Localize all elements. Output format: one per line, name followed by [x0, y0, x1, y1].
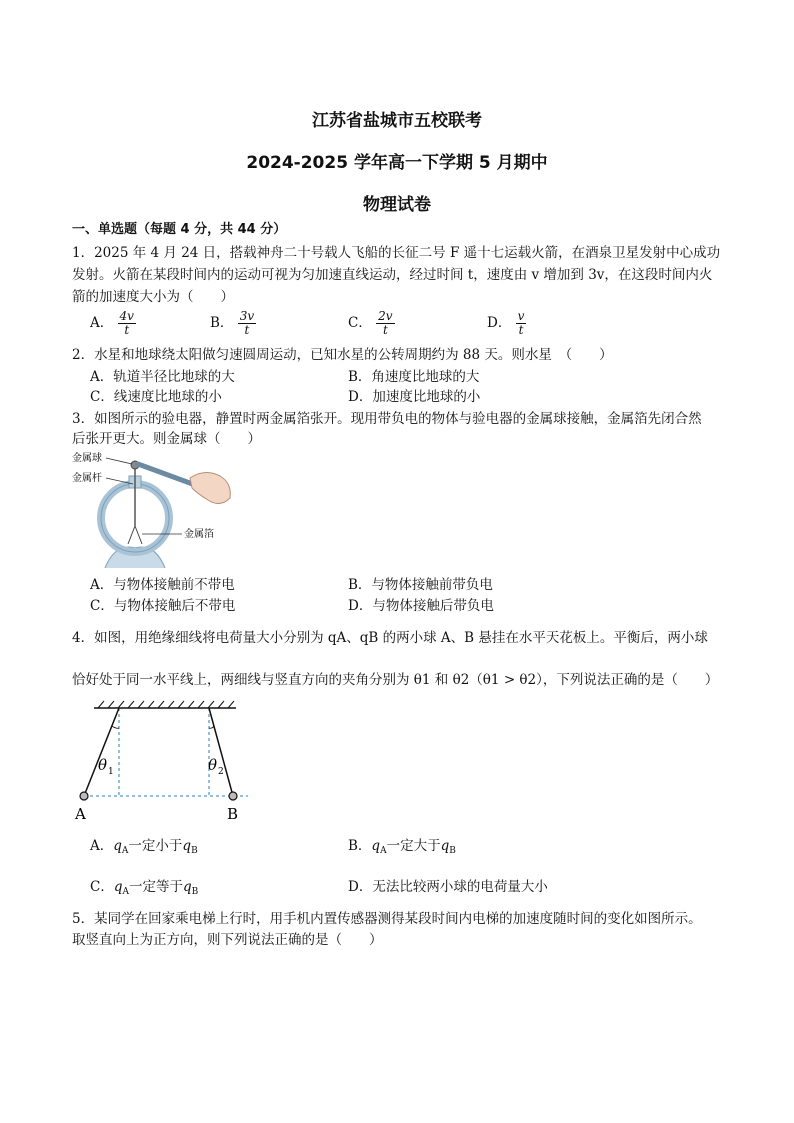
- metal-leaf-right: [135, 526, 142, 544]
- ceiling-hatch: [98, 701, 234, 708]
- school-title: 江苏省盐城市五校联考: [312, 111, 482, 131]
- label-theta1: θ: [98, 756, 108, 774]
- ball-a: [80, 792, 88, 800]
- label-a: A: [75, 805, 86, 823]
- q-sub: A: [122, 887, 129, 897]
- label-theta2-sub: 2: [218, 767, 224, 777]
- leader-ball: [106, 458, 132, 464]
- q2-option-c[interactable]: C．线速度比地球的小: [90, 389, 222, 405]
- q-sub: B: [191, 846, 198, 856]
- option-letter: A．: [90, 838, 114, 854]
- option-text: 一定大于: [386, 838, 441, 854]
- option-letter: A．: [90, 315, 114, 331]
- q1-option-d[interactable]: [487, 310, 526, 337]
- q-symbol: q: [440, 838, 450, 854]
- hanging-charges-figure: [70, 700, 260, 825]
- option-text: 无法比较两小球的电荷量大小: [372, 879, 548, 895]
- label-metal-leaf: 金属箔: [184, 529, 214, 540]
- q1-option-c[interactable]: [348, 310, 395, 337]
- q1-option-b[interactable]: [210, 310, 256, 337]
- q4-option-c[interactable]: [90, 877, 198, 902]
- frac-num: 4v: [119, 309, 134, 323]
- frac-den: t: [244, 323, 250, 337]
- frac-den: t: [382, 323, 388, 337]
- q4-option-b[interactable]: [348, 836, 456, 861]
- q2-option-a[interactable]: A．轨道半径比地球的大: [90, 369, 235, 385]
- q4-option-a[interactable]: [90, 836, 198, 861]
- q4-option-d[interactable]: [348, 877, 548, 897]
- q3-option-c[interactable]: C．与物体接触后不带电: [90, 598, 236, 614]
- option-letter: C．: [90, 879, 114, 895]
- section-heading: 一、单选题（每题 4 分，共 44 分）: [72, 222, 287, 237]
- q3-option-a[interactable]: A．与物体接触前不带电: [90, 577, 235, 593]
- label-theta2: θ: [208, 756, 218, 774]
- q1-line1: 1．2025 年 4 月 24 日，搭载神舟二十号载人飞船的长征二号 F 遥十七运载火箭，在酒泉卫星发射中心成功: [72, 245, 721, 261]
- label-metal-rod: 金属杆: [72, 473, 102, 484]
- q4-line1: 4．如图，用绝缘细线将电荷量大小分别为 qA、qB 的两小球 A、B 悬挂在水平天花板上。平衡后，两小球: [72, 630, 708, 646]
- angle-arc-1: [112, 726, 119, 728]
- label-theta1-sub: 1: [108, 767, 114, 777]
- q1-line3: 箭的加速度大小为（ ）: [72, 289, 234, 305]
- q2-option-b[interactable]: B．角速度比地球的大: [348, 369, 480, 385]
- ball-b: [229, 792, 237, 800]
- option-letter: D．: [348, 879, 373, 895]
- frac-num: v: [517, 309, 525, 323]
- frac-num: 2v: [378, 309, 393, 323]
- subject-title: 物理试卷: [363, 195, 431, 215]
- q3-option-d[interactable]: D．与物体接触后带负电: [348, 598, 494, 614]
- q-sub: A: [121, 846, 129, 856]
- label-metal-ball: 金属球: [72, 453, 102, 464]
- q3-line1: 3．如图所示的验电器，静置时两金属箔张开。现用带负电的物体与验电器的金属球接触，金属箔先闭合然: [72, 411, 702, 427]
- q-symbol: q: [182, 838, 192, 854]
- q3-option-b[interactable]: B．与物体接触前带负电: [348, 577, 493, 593]
- option-letter: C．: [348, 315, 372, 331]
- q5-line2: 取竖直向上为正方向，则下列说法正确的是（ ）: [72, 932, 383, 948]
- q1-option-a[interactable]: [90, 310, 136, 337]
- frac-num: 3v: [239, 309, 255, 323]
- option-text: 一定小于: [128, 838, 183, 854]
- frac-den: t: [124, 323, 130, 337]
- q2-option-d[interactable]: D．加速度比地球的小: [348, 389, 481, 405]
- string-a: [84, 708, 119, 796]
- q5-line1: 5．某同学在回家乘电梯上行时，用手机内置传感器测得某段时间内电梯的加速度随时间的变化如图所示。: [72, 911, 702, 927]
- option-letter: D．: [487, 315, 512, 331]
- q2-stem: 2．水星和地球绕太阳做匀速圆周运动，已知水星的公转周期约为 88 天。则水星 （ ）: [72, 347, 613, 363]
- hand-icon: [190, 472, 230, 503]
- label-b: B: [227, 805, 239, 823]
- frac-den: t: [518, 323, 524, 337]
- q-symbol: q: [183, 879, 192, 895]
- exam-title: 2024-2025 学年高一下学期 5 月期中: [246, 153, 548, 173]
- string-b: [209, 708, 233, 796]
- electroscope-figure: [70, 448, 250, 578]
- q-symbol: q: [113, 838, 122, 854]
- q3-line2: 后张开更大。则金属球（ ）: [72, 431, 261, 447]
- q-sub: B: [449, 846, 456, 856]
- q-symbol: q: [371, 838, 381, 854]
- q-sub: A: [380, 846, 387, 856]
- metal-leaf-left: [128, 526, 135, 544]
- q-sub: B: [191, 887, 199, 897]
- option-letter: B．: [348, 838, 372, 854]
- q1-line2: 发射。火箭在某段时间内的运动可视为匀加速直线运动，经过时间 t，速度由 v 增加到 3v，在这段时间内火: [72, 267, 713, 283]
- q4-line2: 恰好处于同一水平线上，两细线与竖直方向的夹角分别为 θ1 和 θ2（θ1 > θ2），下列说法正确的是（ ）: [72, 672, 719, 688]
- q-symbol: q: [113, 879, 123, 895]
- option-text: 一定等于: [129, 879, 183, 895]
- option-letter: B．: [210, 315, 234, 331]
